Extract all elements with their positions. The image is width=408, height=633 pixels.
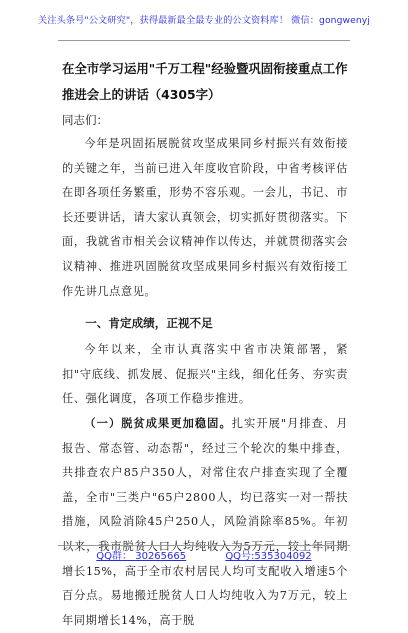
section-heading-1: 一、肯定成绩，正视不足 — [85, 316, 213, 331]
qq-group[interactable]: QQ群： 30265665 — [96, 551, 187, 562]
banner-text: 关注头条号"公文研究"，获得最新最全最专业的公文资料库！ 微信：gongwenyj — [38, 15, 370, 26]
document-title: 在全市学习运用"千万工程"经验暨巩固衔接重点工作推进会上的讲话（4305字） — [62, 61, 348, 102]
intro-paragraph: 今年是巩固拓展脱贫攻坚成果同乡村振兴有效衔接的关键之年，当前已进入年度收官阶段，中省考核评估在即各项任务繁重，形势不容乐观。一会儿，书记、市长还要讲话，请大家认真领会，切实抓好贯彻落实。下面，我就省市相关会议精神作以传达，并就贯彻落实会议精神、推进巩固脱贫攻坚成果同乡村振兴有效衔接工作先讲几点意见。 — [62, 137, 348, 298]
salutation: 同志们： — [62, 113, 108, 127]
qq-number[interactable]: QQ号:535304092 — [225, 551, 312, 562]
footer — [0, 547, 408, 562]
subsection1-paragraph — [62, 412, 348, 633]
section1-paragraph: 今年以来，全市认真落实中省市决策部署，紧扣"守底线、抓发展、促振兴"主线，细化任务、夯实责任、强化调度，各项工作稳步推进。 — [62, 343, 348, 406]
top-banner — [0, 6, 408, 32]
subsection-heading-1: （一）脱贫成果更加稳固。 — [84, 416, 232, 430]
subsection1-text: 扎实开展"月排查、月报告、常态管、动态帮"，经过三个轮次的集中排查，共排查农户85户350人，对常住农户排查实现了全覆盖，全市"三类户"65户2800人，均已落实一对一帮扶措施，风险消除45户250人，风险消除率85%。年初以来，我市脱贫人口人均纯收入为5万元，较上年同期增长15%，高于全市农村居民人均可支配收入增速5个百分点。易地搬迁脱贫人口人均纯收入为7万元，较上年同期增长14%，高于脱 — [62, 416, 348, 627]
footer-divider — [58, 545, 350, 546]
header-divider — [58, 40, 350, 41]
